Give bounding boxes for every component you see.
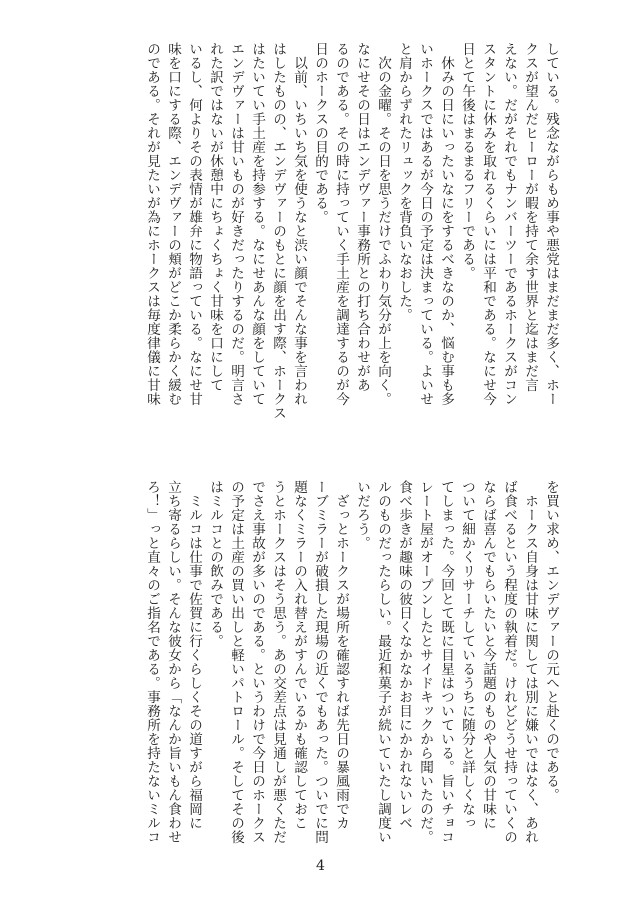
text-line: と肩からずれたリュックを背負いなおした。 [396, 42, 412, 322]
text-line: なにせその日はエンデヴァー事務所との打ち合わせがあ [354, 42, 370, 392]
text-line: ホークス自身は甘味に関しては別に嫌いではなく、あれ [522, 480, 538, 844]
text-line: ついて細かくリサーチしているうちに随分と詳しくなっ [459, 480, 475, 830]
text-line: 日とて午後はまるまるフリーである。 [459, 42, 475, 280]
text-line: クスが望んだヒーローが暇を持て余す世界と迄はまだ言 [522, 42, 538, 392]
text-line: 題なくミラーの入れ替えがすんでいるかも確認しておこ [291, 480, 307, 830]
text-line: うとホークスはそう思う。あの交差点は見通しが悪くただ [270, 480, 286, 844]
text-line: ろ！」っと直々のご指名である。事務所を持たないミルコ [144, 480, 160, 844]
text-line: えない。だがそれでもナンバーツーであるホークスがコン [501, 42, 517, 406]
text-line: るのである。その時に持っていく手土産を調達するのが今 [333, 42, 349, 406]
text-line: スタントに休みを取れるくらいには平和である。なにせ今 [480, 42, 496, 406]
upper-text-block [61, 42, 561, 434]
text-line: ーブミラーが破損した現場の近くでもあった。ついでに問 [312, 480, 328, 844]
text-line: 休みの日にいったいなにをするべきなのか、悩む事も多 [438, 42, 454, 406]
text-line: 次の金曜。その日を思うだけでふわり気分が上を向く。 [375, 42, 391, 406]
text-line: ミルコは仕事で佐賀に行くらしくその道すがら福岡に [186, 480, 202, 830]
text-line: いホークスではあるが今日の予定は決まっている。よいせ [417, 42, 433, 406]
lower-text-block [144, 480, 561, 885]
text-line: ならば喜んでもらいたいと今話題のものや人気の甘味に [480, 480, 496, 830]
text-line: のである。それが見たいが為にホークスは毎度律儀に甘味 [144, 42, 160, 406]
page-number: 4 [316, 858, 325, 874]
text-line: いるし、何よりその表情が雄弁に物語っている。なにせ甘 [186, 42, 202, 406]
text-line: ざっとホークスが場所を確認すれば先日の暴風雨でカ [333, 480, 349, 830]
text-line: はしたものの、エンデヴァーのもとに顔を出す際、ホークス [270, 42, 286, 420]
text-line: を買い求め、エンデヴァーの元へと赴くのである。 [543, 480, 559, 802]
text-line: でさえ事故が多いのである。というわけで今日のホークス [249, 480, 265, 844]
text-line: 食べ歩きが趣味の彼日くなかなかお目にかかれないレベ [396, 480, 412, 830]
text-line: レート屋がオープンしたとサイドキックから聞いたのだ。 [417, 480, 433, 844]
text-line: ルのものだったらしい。最近和菓子が続いていたし調度い [375, 480, 391, 844]
text-line: はミルコとの飲みである。 [207, 480, 223, 648]
text-line: 日のホークスの目的である。 [312, 42, 328, 224]
text-line: ば食べるという程度の執着だ。けれどどうせ持っていくの [501, 480, 517, 844]
text-line: いだろう。 [354, 480, 370, 550]
text-line: の予定は土産の買い出しと軽いパトロール。そしてその後 [228, 480, 244, 844]
text-line: れた訳ではないが休憩中にちょくちょく甘味を口にして [207, 42, 223, 392]
text-line: てしまった。今回とて既に目星はついている。旨いチョコ [438, 480, 454, 844]
text-line: 立ち寄るらしい。そんな彼女から「なんか旨いもん食わせ [165, 480, 181, 844]
text-line: エンデヴァーは甘いものが好きだったりするのだ。明言さ [228, 42, 244, 406]
text-line: 以前、いちいち気を使うなと渋い顔でそんな事を言われ [291, 42, 307, 406]
text-line: している。残念ながらもめ事や悪党はまだまだ多く、ホー [543, 42, 559, 406]
text-line: 味を口にする際、エンデヴァーの頬がどこか柔らかく緩む [165, 42, 181, 406]
text-line: はたいてい手土産を持参する。なにせあんな顔をしていて [249, 42, 265, 406]
